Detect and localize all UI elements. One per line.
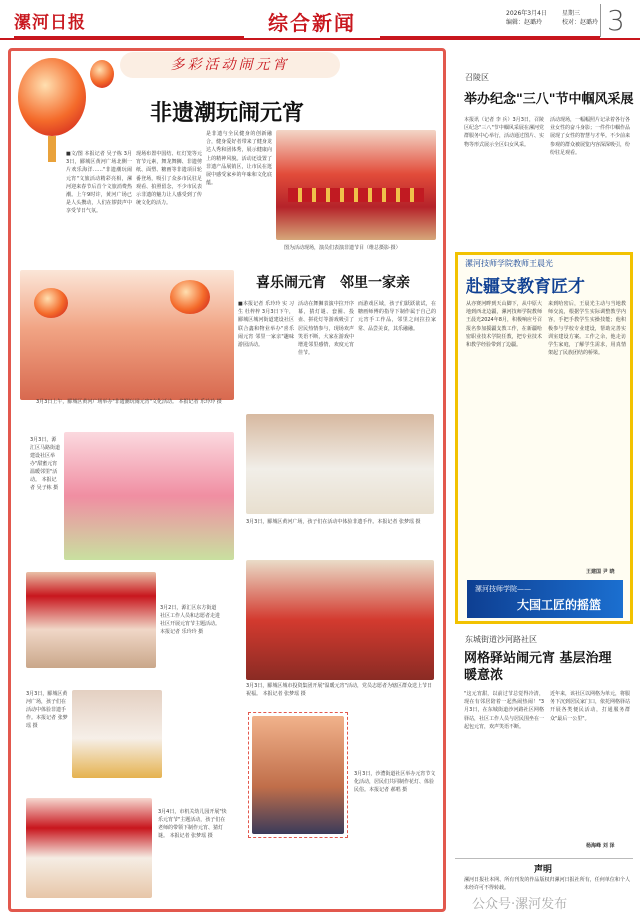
sub-body-col3: 而游戏区域，孩子们跃跃欲试，在糖画师傅的指导下制作属于自己的元宵手工作品，邻里之间拉拉家常、品尝美食，其乐融融。: [358, 301, 436, 332]
sub-lead: ■本报记者 乐玲玲 实 习 生 杜梓梓 3月3日下午，郾城区城河街道建设社区联合鑫和物业举办"喜乐闹元宵 邻里一家亲"趣味游园活动。: [238, 301, 294, 349]
lantern-decoration-large: [18, 58, 86, 136]
header-rule-left: [14, 36, 244, 39]
page-number: 3: [600, 4, 625, 37]
notice-divider: [455, 858, 633, 859]
photo-kids-craft: [72, 690, 162, 778]
wechat-watermark: 公众号·漯河发布: [472, 897, 568, 912]
notice-title: 声明: [534, 865, 553, 875]
editor-line: 编辑：赵璐玲: [506, 19, 543, 26]
section-title: 综合新闻: [268, 11, 356, 35]
story2-body2: 近年来，该社区以网格为单元，将服务下沉到居民家门口，依托网格驿站开展各类便民活动，打通服务群众"最后一公里"。: [550, 691, 630, 722]
box-body2: 来到哈密后，王晨光主动与当地教师交流，根据学生实际调整教学内容，手把手教学生实操技能；他积极参与学校专业建设，帮助完善实训室建设方案。工作之余，他走访学生家庭，了解学生需求，用真情架起了民族团结的桥梁。: [548, 301, 626, 357]
photo-dumpling-making: [246, 414, 434, 514]
lantern-decoration-small: [90, 60, 114, 88]
issue-date: 2026年3月4日: [506, 10, 547, 17]
feature-body-col3: 是非遗与全民健身的创新融合，健身爱好者带来了健身龙达人秀和团体秀，展示健康向上的精神风貌。活动还设置了非遗产品展销区，让市民在逛展中感受家乡的年味和文化底蕴。: [206, 131, 272, 187]
college-banner: [467, 580, 623, 618]
notice-body: 漯河日报社本网、所有刊发的作品版权归漯河日报社所有，任何单位和个人未经许可不得转载。: [464, 877, 630, 892]
proof-line: 校对：赵璐玲: [562, 19, 599, 26]
story2-kicker: 东城街道沙河路社区: [465, 635, 537, 644]
photo-cap6: 3月3日，郾城区城市投资集团开展"温暖元宵"活动，党员志愿者为辖区群众送上节日祝福。 本报记者 张梦瑶 摄: [246, 683, 432, 697]
photo-lantern-show: [20, 270, 234, 400]
story1-headline: 举办纪念"三八"节中帼风采展: [464, 92, 634, 107]
photo-cap2: 3月3日，源汇区马路街道建设社区举办"甜蜜元宵 温暖邻里"活动。 本报记者 吴子栋 摄: [30, 437, 60, 491]
box-body: 从亦赛河畔到天山脚下，从中原大地到西北边疆，漯河技师学院教师王晨光2024年8月，积极响应号召报名参加援疆支教工作，在新疆哈密职业技术学院任教，把专业技术和教学经验带到了边疆。: [466, 301, 542, 349]
weekday: 星期三: [562, 10, 581, 17]
issue-date-block: [506, 9, 547, 27]
feature-banner: 多彩活动闹元宵: [120, 52, 340, 78]
lantern-in-photo: [170, 280, 210, 314]
box-byline: 王建国 尹 晓: [586, 569, 615, 575]
college-banner-main: 大国工匠的摇篮: [517, 598, 602, 612]
drum-row: [288, 188, 424, 202]
photo-child-lantern: [252, 716, 344, 834]
box-headline: 赴疆支教育匠才: [466, 277, 585, 297]
sub-headline: 喜乐闹元宵 邻里一家亲: [256, 275, 410, 291]
story2-body: "这元宵甜，以前过节总觉得冷清，现在有邻居陪着一起热闹热闹！"3月3日，在东城街道沙河路社区网格驿站，社区工作人员与居民围坐在一起包元宵，欢声笑语不断。: [464, 691, 544, 730]
photo-cap4b: 3月3日，郾城区黄河广场，孩子们在活动中体验非遗手作。本报记者 张梦瑶 摄: [26, 691, 68, 729]
story1-lead: 本报讯（记者 李 兵）3月3日，召陵区纪念"三八"节中帼风采展在漯河党群服务中心举行，活动通过图片、实物等形式展示全区妇女风采。: [464, 117, 544, 148]
sub-body: 活动在舞狮表演中拉开序幕，猜灯谜、套圈、投壶、拼花灯等游戏吸引了居民热情参与，现场欢声笑语不断，大家在游戏中增进邻里感情，欢度元宵佳节。: [298, 301, 354, 357]
lantern-tassel: [48, 136, 56, 162]
photo-cap4: 3月3日，郾城区黄河广场，孩子们在活动中体验非遗手作。本报记者 张梦瑶 摄: [246, 519, 421, 525]
newspaper-logo: 漯河日报: [14, 13, 86, 33]
photo-kids-lanterns: [26, 572, 156, 668]
feature-body-col2: 现场布置中国结、红灯笼等元宵节元素，舞龙舞狮、非遗剪纸、面塑、糖画等非遗项目轮番登场，吸引了众多市民驻足观看、拍照留念，不少市民表示非遗的魅力让人感受到了传统文化的活力。: [136, 151, 202, 207]
photo-stage-caption: 图为活动现场，演员们表演非遗节目（维总摄影·摄）: [284, 245, 401, 251]
story1-body: 活动现场，一幅幅照片记录着各行各业女性的奋斗身影；一件件巾帼作品展现了女性的智慧与才华。不少前来参观的群众被展览内容深深吸引，纷纷驻足观看。: [550, 117, 630, 156]
story2-headline: 网格驿站闹元宵 基层治理暖意浓: [464, 651, 612, 683]
photo-cap7: 3月3日，沙澧街道社区举办元宵节文化活动，居民们共同制作花灯、体验民俗。本报记者 郝唱 摄: [354, 771, 436, 793]
photo-volunteers: [246, 560, 434, 680]
photo-umbrella-dance: [64, 432, 234, 560]
photo-stage-performance: [276, 130, 436, 240]
weekday-block: [562, 9, 598, 27]
box-kicker: 漯河技师学院教师王晨光: [465, 259, 553, 268]
college-banner-top: 漯河技师学院——: [475, 585, 531, 593]
photo-cap1: 3月3日上午，郾城区黄河广场举办"非遗潮玩闹元宵"文化活动。 本报记者 乐玲玲 摄: [36, 399, 222, 405]
story2-byline: 杨海峰 刘 泽: [586, 843, 615, 849]
photo-kindergarten: [26, 798, 152, 898]
lantern-in-photo: [34, 288, 68, 318]
feature-lead: ■文/图 本报记者 吴子栋 3月3日，郾城区黄河广场北侧一片欢乐海洋……"非遗潮玩闹元宵"文旅活动精彩亮相，漯河迎来春节后首个文旅消费热潮。上午9时许，黄河广场已是人头攒动，人们在锣鼓声中享受节日气氛。: [66, 151, 132, 215]
header-rule-right: [380, 36, 600, 39]
masthead: [0, 0, 640, 40]
photo-cap3: 3月2日，源汇区东方街道社区工作人员和志愿者走进社区开展元宵节主题活动。 本报记者 乐玲玲 摄: [160, 605, 220, 635]
feature-headline: 非遗潮玩闹元宵: [150, 100, 305, 126]
story1-kicker: 召陵区: [465, 73, 489, 82]
photo-cap8: 3月4日，市机关幼儿园开展"快乐元宵节"主题活动，孩子们在老师的带领下制作元宵、猜灯谜。 本报记者 张梦瑶 摄: [158, 809, 227, 839]
